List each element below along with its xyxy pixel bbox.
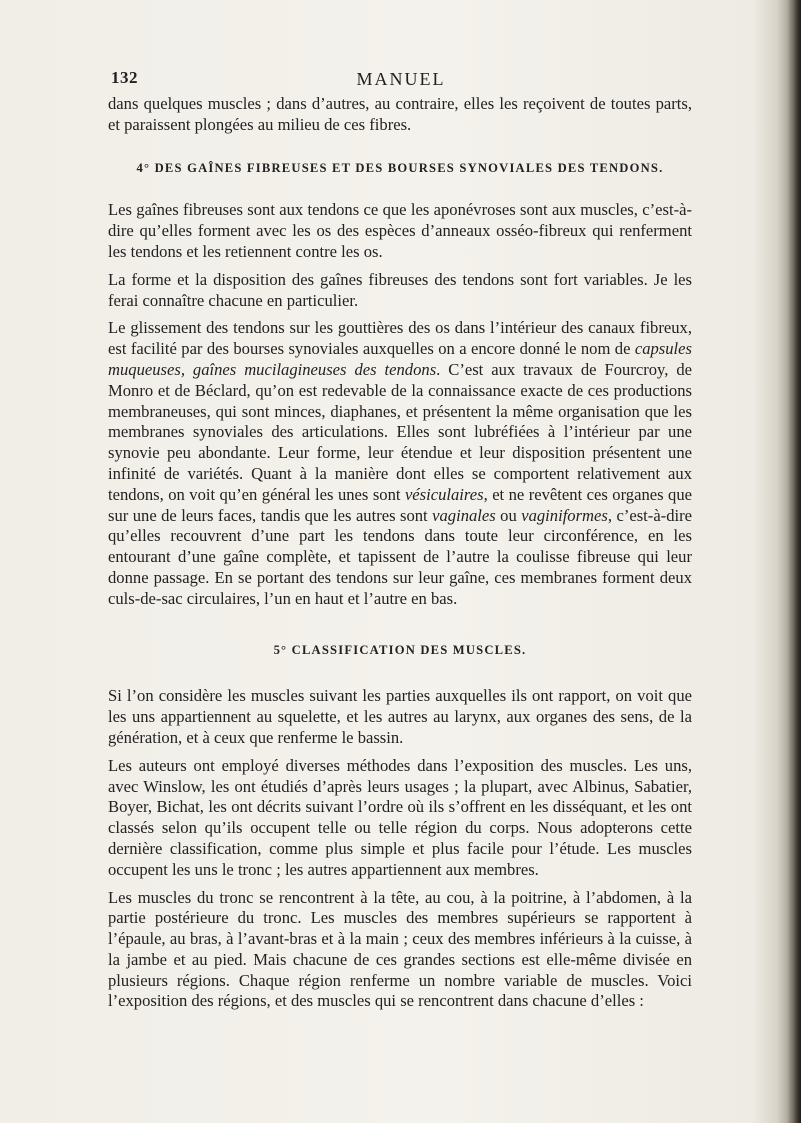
page-body bbox=[108, 94, 692, 1019]
paragraph: Les auteurs ont employé diverses méthodes dans l’exposition des muscles. Les uns, avec Winslow, les ont étudiés d’après leurs usages ; la plupart, avec Albinus, Sabatier, Boyer, Bichat, les ont décrits suivant l’ordre où ils s’offrent en les disséquant, et les ont classés selon qu’ils occupent telle ou telle région du corps. Nous adopterons cette dernière classification, comme plus simple et plus facile pour l’étude. Les muscles occupent les uns le tronc ; les autres appartiennent aux membres. bbox=[108, 755, 692, 879]
paragraph: Si l’on considère les muscles suivant les parties auxquelles ils ont rapport, on voit que les uns appartiennent au squelette, et les autres au larynx, aux organes des sens, de la génération, et à ceux que renferme le bassin. bbox=[108, 686, 692, 747]
page-header bbox=[106, 66, 696, 90]
text-run: , et ne revêtent ces organes que sur une de leurs faces, tandis que les autres sont bbox=[108, 484, 692, 525]
paragraph-continued: dans quelques muscles ; dans d’autres, au contraire, elles les reçoivent de toutes parts, et paraissent plongées au milieu de ces fibres. bbox=[108, 94, 692, 134]
text-run: Le glissement des tendons sur les gouttières des os dans l’intérieur des canaux fibreux, est facilité par des bourses synoviales auxquelles on a encore donné le nom de bbox=[108, 318, 692, 359]
paragraph: Les muscles du tronc se rencontrent à la tête, au cou, à la poitrine, à l’abdomen, à la partie postérieure du tronc. Les muscles des membres supérieurs se rapportent à l’épaule, au bras, à l’avant-bras et à la main ; ceux des membres inférieurs à la cuisse, à la jambe et au pied. Mais chacune de ces grandes sections est elle-même divisée en plusieurs régions. Chaque région renferme un nombre variable de muscles. Voici l’exposition des régions, et des muscles qui se rencontrent dans chacune d’elles : bbox=[108, 887, 692, 1011]
text-run: . C’est aux travaux de Fourcroy, de Monro et de Béclard, qu’on est redevable de la connaissance exacte de ces productions membraneuses, qui sont minces, diaphanes, et présentent la même organisation que les membranes synoviales des articulations. Elles sont lubréfiées à l’intérieur par une synovie peu abondante. Leur forme, leur étendue et leur disposition présentent une infinité de variétés. Quant à la manière dont elles se comportent relativement aux tendons, on voit qu’en général les unes sont bbox=[108, 359, 692, 504]
text-run: , c’est-à-dire qu’elles recouvrent d’une part les tendons dans toute leur circonférence, en les entourant d’une gaîne complète, et tapissent de l’autre la coulisse fibreuse qui leur donne passage. En se portant des tendons sur leur gaîne, ces membranes forment deux culs-de-sac circulaires, l’un en haut et l’autre en bas. bbox=[108, 505, 693, 608]
paragraph: La forme et la disposition des gaînes fibreuses des tendons sont fort variables. Je les ferai connaître chacune en particulier. bbox=[108, 269, 692, 310]
italic-term: capsules muqueuses, gaînes mucilagineuses des tendons bbox=[108, 339, 692, 379]
italic-term: vésiculaires bbox=[404, 484, 484, 504]
section-heading-5: 5° CLASSIFICATION DES MUSCLES. bbox=[273, 642, 527, 657]
page-number: 132 bbox=[111, 68, 138, 87]
paragraph: Les gaînes fibreuses sont aux tendons ce que les aponévroses sont aux muscles, c’est-à-dire qu’elles forment avec les os des espèces d’anneaux osséo-fibreux qui renferment les tendons et les retiennent contre les os. bbox=[108, 200, 692, 261]
italic-term: vaginiformes bbox=[521, 505, 608, 525]
page-spine-shadow bbox=[787, 0, 801, 1123]
text-run: ou bbox=[495, 505, 522, 525]
italic-term: vaginales bbox=[432, 505, 496, 525]
running-title: MANUEL bbox=[356, 69, 446, 89]
paragraph-bourses-synoviales bbox=[108, 318, 692, 609]
section-heading-4: 4° DES GAÎNES FIBREUSES ET DES BOURSES SYNOVIALES DES TENDONS. bbox=[136, 160, 664, 175]
